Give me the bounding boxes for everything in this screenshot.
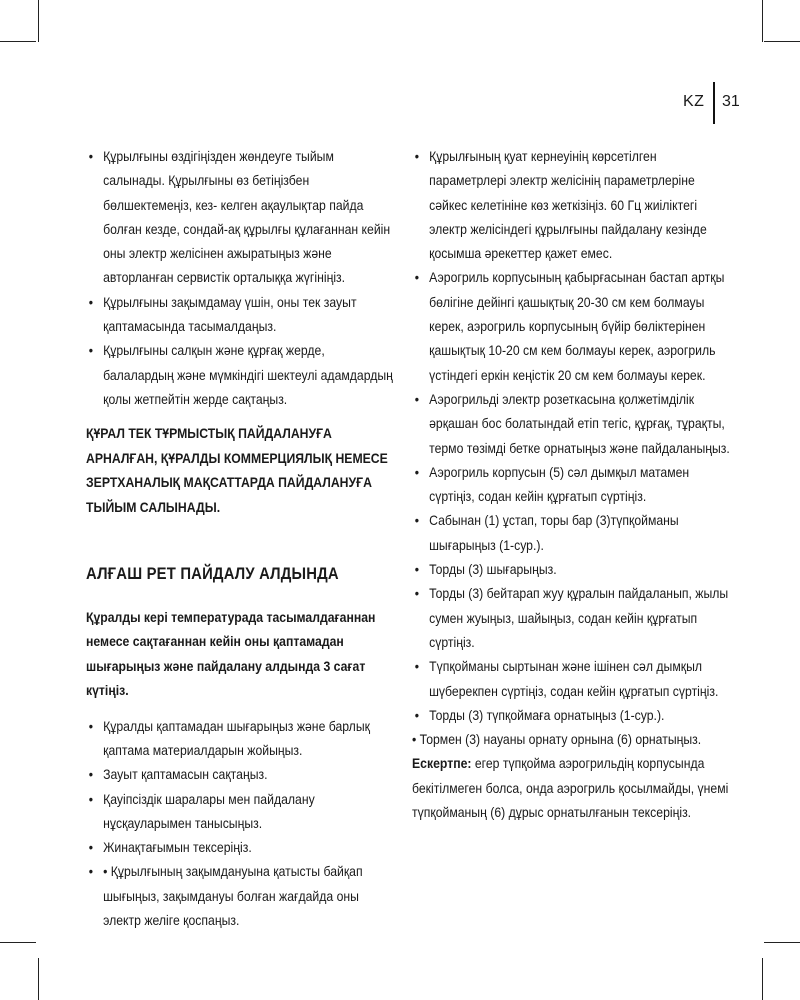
setup-line: • Тормен (3) науаны орнату орнына (6) орнатыңыз.: [412, 732, 702, 748]
prep-bullet: • Жинақтағымын тексеріңіз.: [86, 836, 395, 860]
left-column: [86, 145, 395, 933]
setup-bullet: • Торды (3) шығарыңыз.: [412, 558, 732, 582]
prep-bullet: • • Құрылғының зақымдануына қатысты байқап шығыңыз, зақымдануы болған жағдайда оны электр желіге қоспаңыз.: [86, 860, 395, 933]
note-text: егер түпқойма аэрогрильдің корпусында бекітілмеген болса, онда аэрогриль қосылмайды, үнемі түпқойманың (6) дұрыс орнатылғанын тексеріңіз.: [412, 756, 729, 821]
crop-mark-top-right: [762, 0, 763, 42]
right-column: [412, 145, 732, 825]
crop-mark-bottom-left: [38, 958, 39, 1000]
prep-bullet: • Құралды қаптамадан шығарыңыз және барлық қаптама материалдарын жойыңыз.: [86, 715, 395, 764]
page-number: 31: [722, 93, 740, 110]
safety-bullet: • Құрылғыны өздігіңізден жөндеуге тыйым салынады. Құрылғыны өз бетіңізбен бөлшектемеңіз, кез- келген ақаулықтар пайда болған кезде, сондай-ақ құрылғы құлағаннан кейін оны электр желісінен ажыратыңыз және авторланған сервистік орталыққа жүгініңіз.: [86, 145, 395, 291]
note-paragraph: [412, 752, 732, 825]
setup-bullet: • Құрылғының қуат кернеуінің көрсетілген параметрлері электр желісінің параметрлеріне сәйкес келетініне көз жеткізіңіз. 60 Гц жиіліктегі электр желісіндегі құрылғыны пайдалану кезінде қосымша әрекеттер қажет емес.: [412, 145, 732, 266]
language-code: KZ: [683, 93, 705, 110]
crop-mark-left-upper: [0, 41, 36, 42]
crop-mark-top-left: [38, 0, 39, 42]
prep-bullet: • Қауіпсіздік шаралары мен пайдалану нұсқауларымен танысыңыз.: [86, 788, 395, 837]
crop-mark-left-lower: [0, 942, 36, 943]
safety-bullet: • Құрылғыны салқын және құрғақ жерде, балалардың және мүмкіндігі шектеулі адамдардың қолы жетпейтін жерде сақтаңыз.: [86, 339, 395, 412]
setup-bullet: • Торды (3) бейтарап жуу құралын пайдаланып, жылы сумен жуыңыз, шайыңыз, содан кейін құрғатып сүртіңіз.: [412, 582, 732, 655]
setup-bullet: • Аэрогриль корпусының қабырғасынан бастап артқы бөлігіне дейінгі қашықтық 20-30 см кем болмауы керек, аэрогриль корпусының бүйір бөліктерінен қашықтық 10-20 см кем болмауы керек, аэрогриль үстіндегі еркін кеңістік 20 см кем болмауы керек.: [412, 266, 732, 387]
setup-bullet: • Сабынан (1) ұстап, торы бар (3)түпқойманы шығарыңыз (1-сур.).: [412, 509, 732, 558]
safety-bullet: • Құрылғыны зақымдамау үшін, оны тек зауыт қаптамасында тасымалдаңыз.: [86, 291, 395, 340]
household-use-warning: ҚҰРАЛ ТЕК ТҰРМЫСТЫҚ ПАЙДАЛАНУҒА АРНАЛҒАН, ҚҰРАЛДЫ КОММЕРЦИЯЛЫҚ НЕМЕСЕ ЗЕРТХАНАЛЫҚ МАҚСАТТАРДА ПАЙДАЛАНУҒА ТЫЙЫМ САЛЫНАДЫ.: [86, 426, 388, 516]
prep-bullet: • Зауыт қаптамасын сақтаңыз.: [86, 763, 395, 787]
setup-bullet: • Түпқойманы сыртынан және ішінен сәл дымқыл шүберекпен сүртіңіз, содан кейін құрғатып сүртіңіз.: [412, 655, 732, 704]
header-divider: [713, 82, 715, 124]
crop-mark-right-lower: [764, 942, 800, 943]
setup-bullet: • Торды (3) түпқоймаға орнатыңыз (1-сур.).: [412, 704, 732, 728]
setup-bullet: • Аэрогриль корпусын (5) сәл дымқыл матамен сүртіңіз, содан кейін құрғатып сүртіңіз.: [412, 461, 732, 510]
setup-bullet: • Аэрогрильді электр розеткасына қолжетімділік әрқашан бос болатындай етіп тегіс, құрғақ, тұрақты, термо төзімді бетке орнатыңыз және пайдаланыңыз.: [412, 388, 732, 461]
crop-mark-bottom-right: [762, 958, 763, 1000]
crop-mark-right-upper: [764, 41, 800, 42]
note-label: Ескертпе:: [412, 756, 472, 772]
section-title: АЛҒАШ РЕТ ПАЙДАЛУ АЛДЫНДА: [86, 564, 339, 583]
lead-paragraph: Құралды кері температурада тасымалдағаннан немесе сақтағаннан кейін оны қаптамадан шығарыңыз және пайдалану алдында 3 сағат күтіңіз.: [86, 609, 376, 699]
